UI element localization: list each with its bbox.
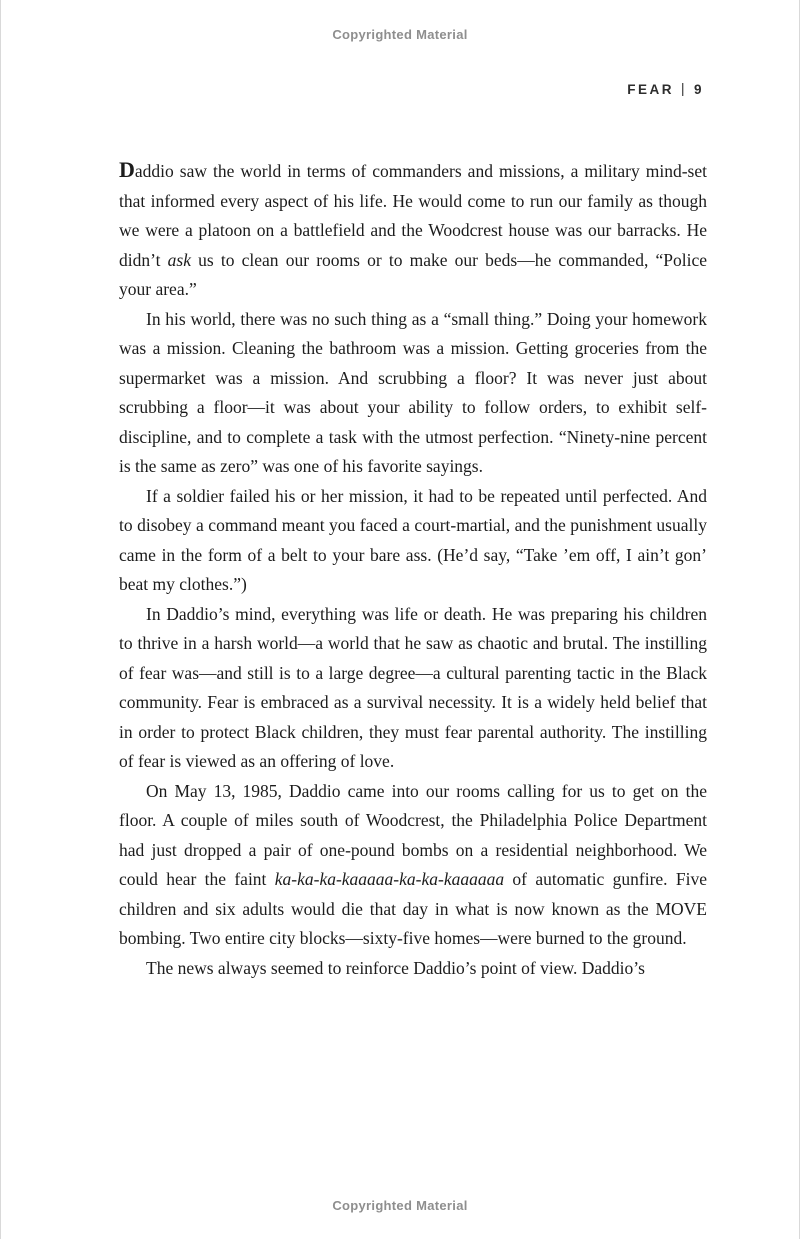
paragraph bbox=[119, 482, 707, 600]
text-run: of automatic gunfire. Five children and six adults would die that day in what is now known as the MOVE bombing. Two entire city blocks—sixty-five homes—were burned to the ground. bbox=[119, 869, 707, 948]
copyright-notice-top: Copyrighted Material bbox=[332, 27, 468, 42]
header-separator: | bbox=[680, 81, 687, 96]
page-number: 9 bbox=[693, 82, 704, 97]
text-run: On May 13, 1985, Daddio came into our rooms calling for us to get on the floor. A couple of miles south of Woodcrest, the Philadelphia Police Department had just dropped a pair of one-pound bombs on a residential neighborhood. We could hear the faint bbox=[119, 780, 707, 889]
paragraph bbox=[119, 157, 707, 305]
italic-text: ka-ka-ka-kaaaaa-ka-ka-kaaaaaa bbox=[274, 869, 505, 889]
section-title: FEAR bbox=[627, 82, 674, 97]
italic-text: ask bbox=[167, 249, 191, 270]
paragraph bbox=[119, 600, 707, 777]
text-run: In his world, there was no such thing as a “small thing.” Doing your homework was a mission. Cleaning the bathroom was a mission. Getting groceries from the supermarket was a mission. And scrubbing a floor? It was never just about scrubbing a floor—it was about your ability to follow orders, to exhibit self-discipline, and to complete a task with the utmost perfection. “Ninety-nine percent is the same as zero” was one of his favorite sayings. bbox=[119, 308, 707, 476]
text-run: In Daddio’s mind, everything was life or death. He was preparing his children to thrive in a harsh world—a world that he saw as chaotic and brutal. The instilling of fear was—and still is to a large degree—a cultural parenting tactic in the Black community. Fear is embraced as a survival necessity. It is a widely held belief that in order to protect Black children, they must fear parental authority. The instilling of fear is viewed as an offering of love. bbox=[119, 603, 707, 771]
copyright-notice-bottom: Copyrighted Material bbox=[332, 1198, 468, 1213]
text-run: us to clean our rooms or to make our beds—he commanded, “Police your area.” bbox=[119, 249, 707, 299]
running-header bbox=[627, 82, 704, 97]
body-text bbox=[119, 157, 707, 983]
paragraph bbox=[119, 954, 707, 984]
text-run: The news always seemed to reinforce Daddio’s point of view. Daddio’s bbox=[146, 957, 645, 978]
paragraph bbox=[119, 777, 707, 954]
paragraph bbox=[119, 305, 707, 482]
text-run: If a soldier failed his or her mission, it had to be repeated until perfected. And to disobey a command meant you faced a court-martial, and the punishment usually came in the form of a belt to your bare ass. (He’d say, “Take ’em off, I ain’t gon’ beat my clothes.”) bbox=[119, 485, 707, 594]
text-run: addio saw the world in terms of commanders and missions, a military mind-set that informed every aspect of his life. He would come to run our family as though we were a platoon on a battlefield and the Woodcrest house was our barracks. He didn’t bbox=[119, 161, 707, 270]
lead-capital: D bbox=[119, 157, 135, 182]
